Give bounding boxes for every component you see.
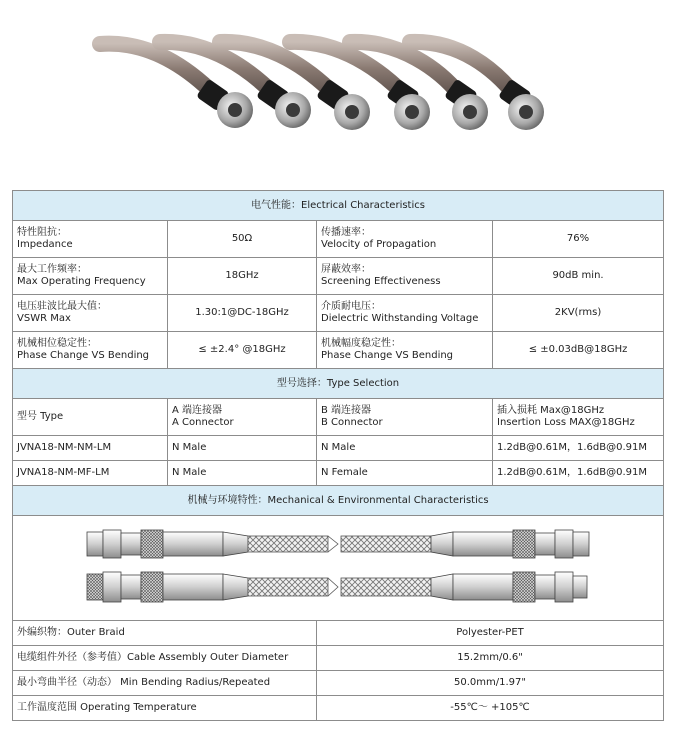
b-connector-cell: N Female [317, 461, 493, 486]
vswr-label-cn: 电压驻波比最大值： [17, 301, 107, 312]
b-connector-cell: N Male [317, 436, 493, 461]
temperature-label: 工作温度范围 Operating Temperature [13, 696, 317, 721]
type-header-loss-en: Insertion Loss MAX@18GHz [497, 417, 635, 428]
velocity-label-cn: 传播速率： [321, 227, 371, 238]
type-header-a-en: A Connector [172, 417, 234, 428]
table-row [13, 621, 664, 646]
a-connector-cell: N Male [168, 461, 317, 486]
electrical-row [13, 258, 664, 295]
table-row [13, 646, 664, 671]
screening-label-en: Screening Effectiveness [321, 276, 441, 287]
impedance-label-cn: 特性阻抗： [17, 227, 67, 238]
amplitude-label-en: Phase Change VS Bending [321, 350, 454, 361]
outer-braid-label: 外编织物：Outer Braid [13, 621, 317, 646]
impedance-value: 50Ω [168, 221, 317, 258]
product-photo [0, 0, 675, 190]
insertion-loss-cell: 1.2dB@0.61M，1.6dB@0.91M [493, 461, 664, 486]
mechanical-title: 机械与环境特性：Mechanical & Environmental Characteristics [13, 486, 664, 516]
max-frequency-value: 18GHz [168, 258, 317, 295]
outer-braid-value: Polyester-PET [317, 621, 664, 646]
mechanical-section-header [13, 486, 664, 516]
max-frequency-label-cn: 最大工作频率： [17, 264, 87, 275]
model-cell: JVNA18-NM-NM-LM [13, 436, 168, 461]
outer-diameter-label: 电缆组件外径（参考值）Cable Assembly Outer Diameter [13, 646, 317, 671]
outer-diameter-value: 15.2mm/0.6" [317, 646, 664, 671]
type-header-model: 型号 Type [13, 399, 168, 436]
type-header-loss-cn: 插入损耗 Max@18GHz [497, 405, 605, 416]
cable-drawing-bottom [87, 572, 587, 602]
type-header-row [13, 399, 664, 436]
electrical-row [13, 221, 664, 258]
phase-value: ≤ ±2.4° @18GHz [168, 332, 317, 369]
cable-drawing-top [87, 530, 589, 558]
table-row [13, 671, 664, 696]
max-frequency-label-en: Max Operating Frequency [17, 276, 146, 287]
amplitude-label-cn: 机械幅度稳定性： [321, 338, 401, 349]
screening-value: 90dB min. [493, 258, 664, 295]
spec-sheet [12, 190, 663, 721]
phase-label-en: Phase Change VS Bending [17, 350, 150, 361]
model-cell: JVNA18-NM-MF-LM [13, 461, 168, 486]
electrical-row [13, 295, 664, 332]
table-row [13, 461, 664, 486]
type-header-b-cn: B 端连接器 [321, 405, 372, 416]
type-header-a-cn: A 端连接器 [172, 405, 223, 416]
vswr-label-en: VSWR Max [17, 313, 71, 324]
cable-drawing [13, 516, 662, 616]
type-selection-title: 型号选择：Type Selection [13, 369, 664, 399]
velocity-value: 76% [493, 221, 664, 258]
type-header-b-en: B Connector [321, 417, 383, 428]
electrical-title: 电气性能：Electrical Characteristics [13, 191, 664, 221]
table-row [13, 696, 664, 721]
dielectric-label-en: Dielectric Withstanding Voltage [321, 313, 479, 324]
vswr-value: 1.30:1@DC-18GHz [168, 295, 317, 332]
type-section-header [13, 369, 664, 399]
spec-table [12, 190, 664, 721]
impedance-label-en: Impedance [17, 239, 73, 250]
dielectric-label-cn: 介质耐电压： [321, 301, 381, 312]
velocity-label-en: Velocity of Propagation [321, 239, 437, 250]
electrical-row [13, 332, 664, 369]
phase-label-cn: 机械相位稳定性： [17, 338, 97, 349]
electrical-section-header [13, 191, 664, 221]
amplitude-value: ≤ ±0.03dB@18GHz [493, 332, 664, 369]
bending-radius-label: 最小弯曲半径（动态） Min Bending Radius/Repeated [13, 671, 317, 696]
drawing-row [13, 516, 664, 621]
a-connector-cell: N Male [168, 436, 317, 461]
screening-label-cn: 屏蔽效率： [321, 264, 371, 275]
insertion-loss-cell: 1.2dB@0.61M，1.6dB@0.91M [493, 436, 664, 461]
bending-radius-value: 50.0mm/1.97" [317, 671, 664, 696]
temperature-value: -55℃～ +105℃ [317, 696, 664, 721]
table-row [13, 436, 664, 461]
dielectric-value: 2KV(rms) [493, 295, 664, 332]
